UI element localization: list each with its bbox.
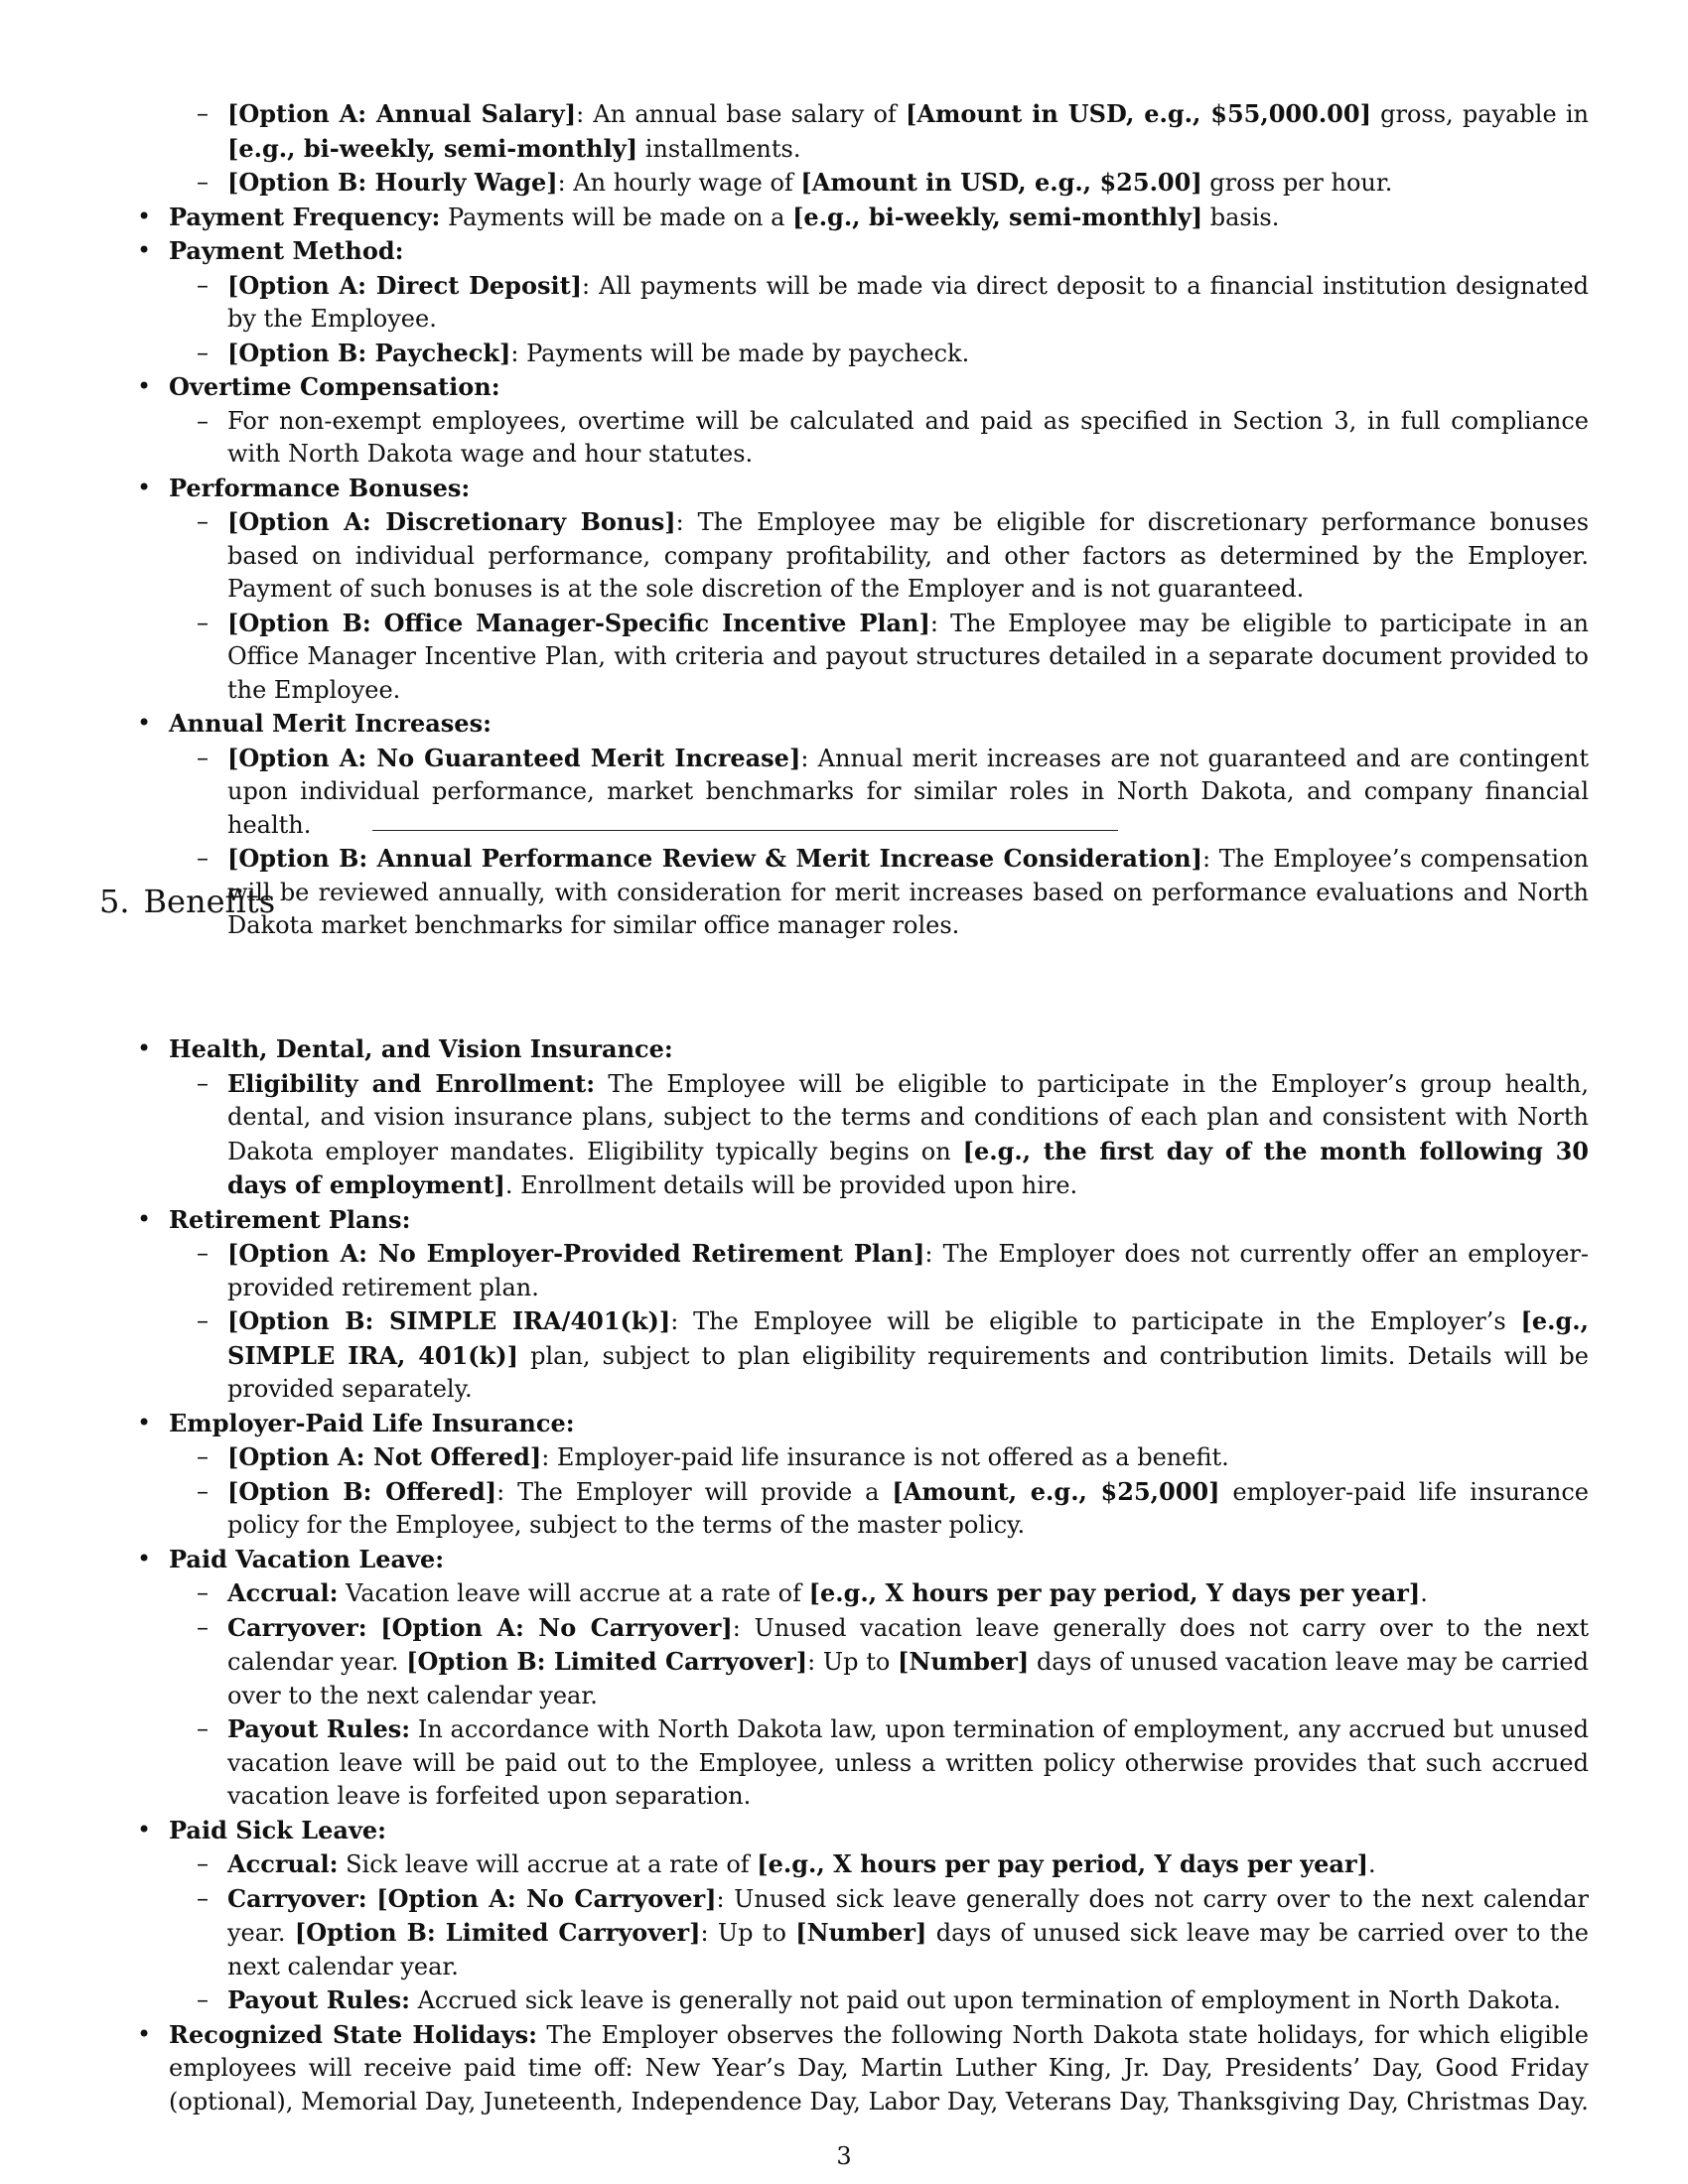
dash-marker: – — [197, 608, 209, 636]
sick-payout — [99, 1983, 1589, 2018]
text: Vacation leave will accrue at a rate of — [338, 1579, 809, 1607]
item-heading: Payment Method: — [169, 236, 404, 265]
option-label: [Option B: Hourly Wage] — [227, 168, 558, 197]
text: : All payments will be made via direct deposit to a financial institution designated by the Employee. — [227, 271, 1590, 333]
text: : The Employee may be eligible for discretionary performance bonuses based on individual performance, company profitability, and other factors as determined by the Employer. Payment of such bonuses is at the sole discretion of the Employer and is not guaranteed. — [227, 508, 1590, 603]
option-label: Payout Rules: — [227, 1714, 411, 1743]
dash-marker: – — [197, 1714, 209, 1742]
dash-marker: – — [197, 1578, 209, 1606]
bullet-marker: • — [137, 1544, 152, 1572]
section-number: 5. — [99, 883, 130, 920]
performance-bonuses — [99, 472, 1589, 506]
text: installments. — [637, 134, 801, 163]
option-label: [Option B: SIMPLE IRA/401(k)] — [227, 1306, 671, 1335]
option-b-incentive-plan — [99, 607, 1589, 708]
option-b-simple-ira — [99, 1304, 1589, 1407]
payment-method — [99, 234, 1589, 269]
dash-marker: – — [197, 743, 209, 771]
option-label: [Option A: No Carryover] — [380, 1612, 733, 1642]
option-label: [Option B: Annual Performance Review & Merit Increase Consideration] — [227, 844, 1202, 873]
health-insurance — [99, 1032, 1589, 1067]
text: Accrued sick leave is generally not paid out upon termination of employment in North Dakota. — [409, 1986, 1561, 2014]
option-label: Accrual: — [227, 1849, 339, 1878]
dash-marker: – — [197, 844, 209, 872]
option-a-direct-deposit — [99, 269, 1589, 337]
benefits-list — [99, 1032, 1589, 2118]
dash-marker: – — [197, 1883, 209, 1912]
option-label: [Option A: Annual Salary] — [227, 99, 577, 128]
option-label: [Option A: Discretionary Bonus] — [227, 507, 676, 536]
dash-marker: – — [197, 1476, 209, 1505]
placeholder: [e.g., X hours per pay period, Y days per year] — [757, 1849, 1368, 1878]
placeholder: [e.g., X hours per pay period, Y days per year] — [808, 1578, 1421, 1607]
bullet-marker: • — [137, 372, 152, 400]
item-heading: Overtime Compensation: — [169, 372, 500, 401]
text: For non-exempt employees, overtime will be calculated and paid as specified in Section 3, in full compliance with North Dakota wage and hour statutes. — [227, 406, 1589, 468]
option-b-paycheck — [99, 337, 1589, 371]
section-divider — [372, 830, 1118, 831]
option-a-no-merit-increase — [99, 742, 1589, 843]
placeholder: [Number] — [795, 1918, 927, 1947]
dash-marker: – — [197, 1239, 209, 1267]
text: . — [1420, 1579, 1428, 1607]
text: : The Employee will be eligible to participate in the Employer’s — [670, 1307, 1521, 1335]
overtime-compensation — [99, 370, 1589, 405]
text: Sick leave will accrue at a rate of — [338, 1850, 758, 1878]
text: gross per hour. — [1201, 169, 1393, 197]
option-label: [Option A: Direct Deposit] — [227, 270, 583, 300]
text: . Enrollment details will be provided upon hire. — [504, 1171, 1078, 1199]
bullet-marker: • — [137, 1408, 152, 1436]
placeholder: [e.g., the first day of the month following 30 days of employment] — [227, 1136, 1590, 1199]
placeholder: [Amount in USD, e.g., $55,000.00] — [905, 99, 1371, 128]
text: gross, payable in — [1370, 100, 1589, 128]
option-b-offered — [99, 1475, 1589, 1543]
overtime-text — [99, 405, 1589, 472]
text: plan, subject to plan eligibility requirements and contribution limits. Details will be provided separately. — [227, 1341, 1589, 1403]
dash-marker: – — [197, 1985, 209, 2013]
option-label: Carryover: — [227, 1883, 367, 1913]
text: In accordance with North Dakota law, upon termination of employment, any accrued but unused vacation leave will be paid out to the Employee, unless a written policy otherwise provides that such accrued vacation leave is forfeited upon separation. — [227, 1715, 1590, 1810]
item-heading: Payment Frequency: — [169, 202, 441, 231]
option-label: [Option B: Limited Carryover] — [294, 1918, 701, 1947]
item-heading: Health, Dental, and Vision Insurance: — [169, 1034, 673, 1063]
compensation-list — [99, 97, 1589, 943]
dash-marker: – — [197, 1306, 209, 1334]
dash-marker: – — [197, 1442, 209, 1470]
text: : The Employer does not currently offer an employer-provided retirement plan. — [227, 1240, 1589, 1301]
recognized-state-holidays — [99, 2018, 1589, 2119]
bullet-marker: • — [137, 473, 152, 501]
option-a-annual-salary — [99, 97, 1589, 166]
item-heading: Paid Sick Leave: — [169, 1815, 387, 1844]
dash-marker: – — [197, 507, 209, 535]
item-heading: Performance Bonuses: — [169, 473, 471, 502]
text: : The Employer will provide a — [496, 1477, 893, 1506]
bullet-marker: • — [137, 1815, 152, 1843]
option-label: [Option B: Paycheck] — [227, 338, 511, 367]
retirement-plans — [99, 1203, 1589, 1238]
text: : Up to — [807, 1648, 899, 1676]
placeholder: [e.g., bi-weekly, semi-monthly] — [792, 202, 1203, 231]
bullet-marker: • — [137, 202, 152, 230]
text: : Annual merit increases are not guaranteed and are contingent upon individual performance, market benchmarks for similar roles in North Dakota, and company financial health. — [227, 744, 1590, 839]
option-a-discretionary-bonus — [99, 505, 1589, 607]
text: . — [1367, 1850, 1376, 1878]
eligibility-enrollment — [99, 1067, 1589, 1203]
item-heading: Retirement Plans: — [169, 1204, 411, 1234]
option-b-hourly-wage — [99, 166, 1589, 201]
dash-marker: – — [197, 1612, 209, 1641]
vacation-carryover — [99, 1611, 1589, 1713]
option-label: Carryover: — [227, 1612, 367, 1642]
option-label: [Option B: Office Manager-Specific Incentive Plan] — [227, 608, 930, 637]
option-label: [Option A: Not Offered] — [227, 1442, 542, 1471]
bullet-marker: • — [137, 2019, 152, 2048]
paid-sick-leave — [99, 1814, 1589, 1848]
text: : Unused vacation leave generally does not carry over to the next calendar year. — [227, 1613, 1589, 1676]
placeholder: [e.g., bi-weekly, semi-monthly] — [227, 133, 638, 163]
placeholder: [Amount in USD, e.g., $25.00] — [800, 168, 1202, 197]
dash-marker: – — [197, 168, 209, 196]
dash-marker: – — [197, 338, 209, 366]
option-label: [Option B: Offered] — [227, 1476, 497, 1506]
placeholder: [Number] — [898, 1647, 1030, 1676]
text: The Employee will be eligible to participate in the Employer’s group health, dental, and vision insurance plans, subject to the terms and conditions of each plan and consistent with North Dakota employer mandates. Eligibility typically begins on — [227, 1069, 1589, 1165]
option-a-no-retirement — [99, 1237, 1589, 1304]
text: basis. — [1202, 203, 1280, 231]
option-label: Payout Rules: — [227, 1985, 410, 2014]
dash-marker: – — [197, 406, 209, 435]
option-label: Eligibility and Enrollment: — [227, 1068, 596, 1098]
text: : Unused sick leave generally does not carry over to the next calendar year. — [227, 1884, 1589, 1947]
text: : An annual base salary of — [576, 100, 906, 128]
option-label: [Option B: Limited Carryover] — [406, 1647, 808, 1676]
sick-accrual — [99, 1847, 1589, 1882]
text: The Employer observes the following North Dakota state holidays, for which eligible employees will receive paid time off: New Year’s Day, Martin Luther King, Jr. Day, Presidents’ Day, Good Friday (optional), Memorial Day, Juneteenth, Independence Day, Labor Day, Veterans Day, Thanksgiving Day, Christmas Day. — [169, 2020, 1590, 2116]
placeholder: [e.g., SIMPLE IRA, 401(k)] — [227, 1306, 1590, 1370]
option-label: [Option A: No Employer-Provided Retirement Plan] — [227, 1239, 925, 1268]
bullet-marker: • — [137, 709, 152, 737]
option-label: Accrual: — [227, 1578, 339, 1607]
bullet-marker: • — [137, 1034, 152, 1062]
text: Payments will be made on a — [440, 203, 793, 231]
text: days of unused sick leave may be carried over to the next calendar year. — [227, 1919, 1590, 1980]
dash-marker: – — [197, 1068, 209, 1097]
text: : Payments will be made by paycheck. — [510, 339, 970, 367]
text: : The Employee’s compensation will be reviewed annually, with consideration for merit increases based on performance evaluations and North Dakota market benchmarks for similar office manager roles. — [227, 845, 1589, 939]
item-heading: Paid Vacation Leave: — [169, 1544, 445, 1573]
item-heading: Employer-Paid Life Insurance: — [169, 1408, 575, 1437]
bullet-marker: • — [137, 236, 152, 264]
item-heading: Annual Merit Increases: — [169, 709, 492, 738]
option-b-merit-review — [99, 842, 1589, 943]
page-number: 3 — [836, 2142, 852, 2170]
text: : Employer-paid life insurance is not offered as a benefit. — [541, 1443, 1229, 1471]
life-insurance — [99, 1407, 1589, 1441]
vacation-payout — [99, 1712, 1589, 1814]
section-title: Benefits — [143, 883, 276, 920]
vacation-accrual — [99, 1576, 1589, 1611]
section-heading — [99, 883, 275, 920]
placeholder: [Amount, e.g., $25,000] — [892, 1476, 1220, 1506]
text: : The Employee may be eligible to participate in an Office Manager Incentive Plan, with criteria and payout structures detailed in a separate document provided to the Employee. — [227, 609, 1590, 704]
text: days of unused vacation leave may be carried over to the next calendar year. — [227, 1648, 1589, 1709]
option-label: [Option A: No Guaranteed Merit Increase] — [227, 743, 801, 772]
payment-frequency — [99, 201, 1589, 235]
text: : An hourly wage of — [557, 169, 801, 197]
paid-vacation-leave — [99, 1543, 1589, 1577]
dash-marker: – — [197, 270, 209, 299]
item-heading: Recognized State Holidays: — [169, 2019, 537, 2049]
option-a-not-offered — [99, 1440, 1589, 1475]
dash-marker: – — [197, 99, 209, 127]
text: : Up to — [700, 1919, 796, 1947]
annual-merit-increases — [99, 707, 1589, 742]
dash-marker: – — [197, 1849, 209, 1877]
option-label: [Option A: No Carryover] — [376, 1883, 717, 1913]
sick-carryover — [99, 1882, 1589, 1984]
bullet-marker: • — [137, 1204, 152, 1233]
text: employer-paid life insurance policy for the Employee, subject to the terms of the master policy. — [227, 1477, 1589, 1539]
